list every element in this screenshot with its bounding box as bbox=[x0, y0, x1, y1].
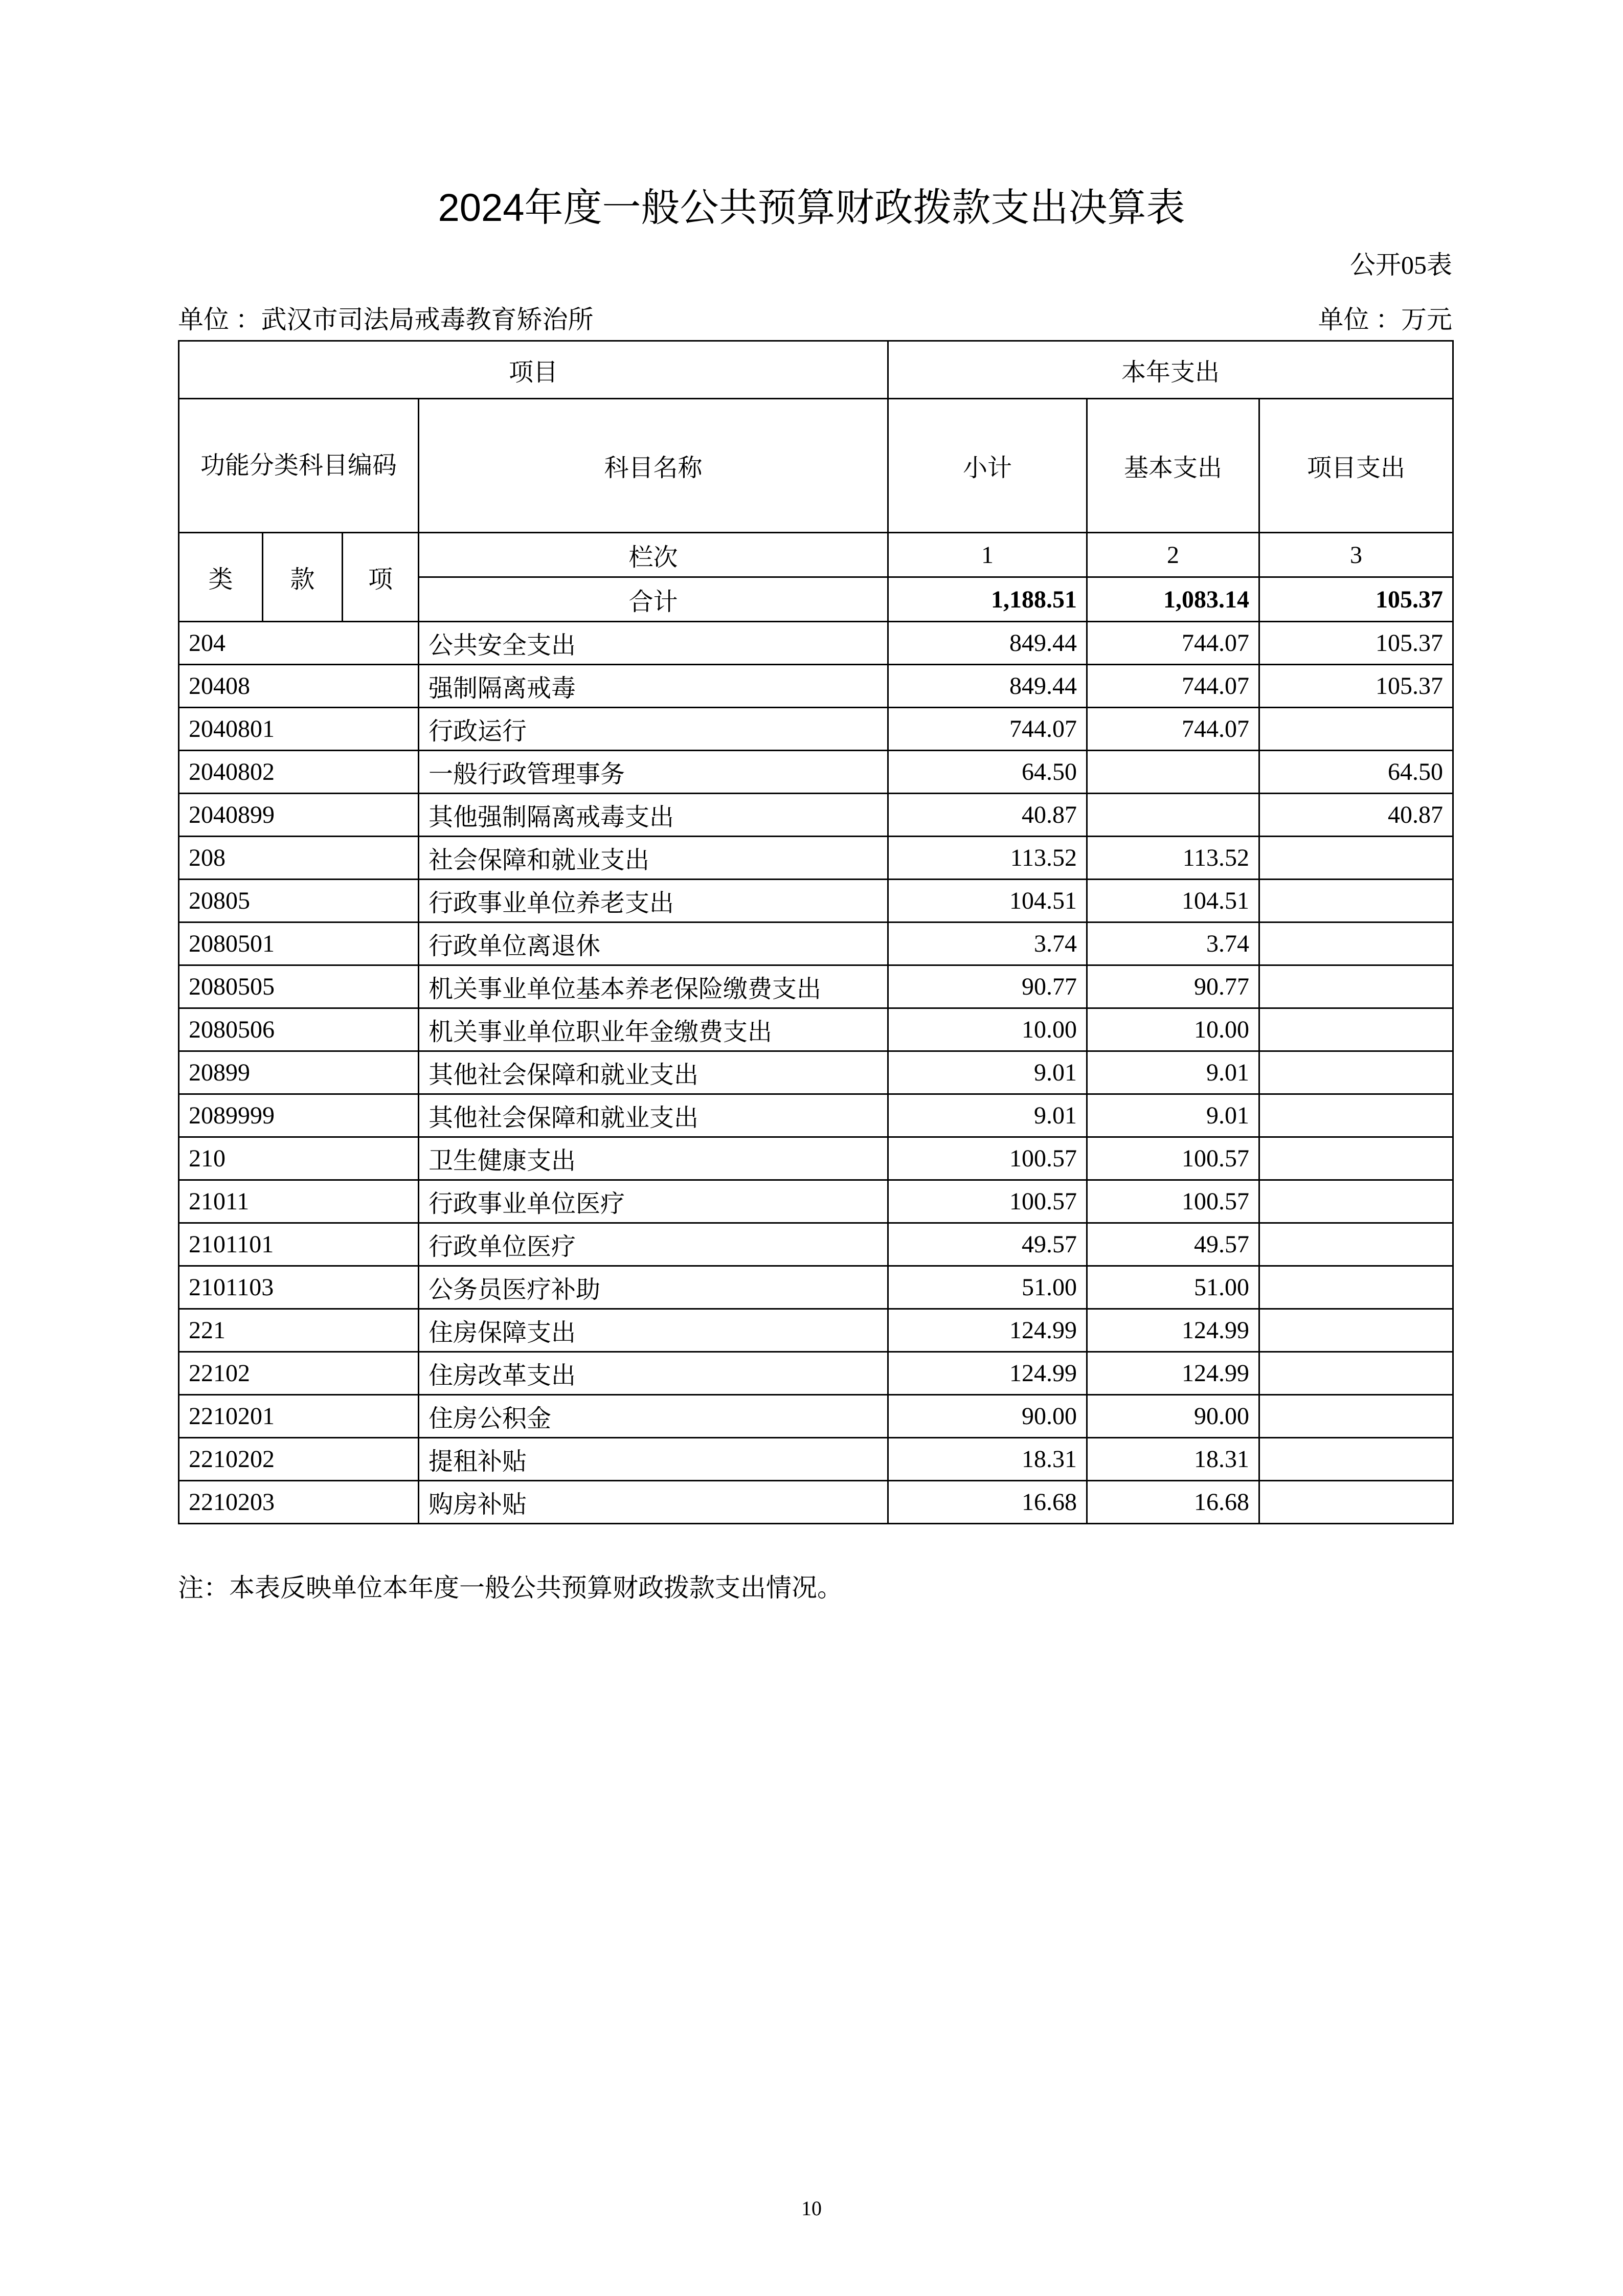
cell-code: 2040802 bbox=[179, 751, 419, 794]
cell-name: 其他社会保障和就业支出 bbox=[419, 1094, 888, 1137]
cell-subtotal: 744.07 bbox=[888, 708, 1087, 751]
table-row bbox=[179, 622, 1453, 665]
cell-subtotal: 90.77 bbox=[888, 965, 1087, 1008]
cell-subtotal: 113.52 bbox=[888, 837, 1087, 880]
header-item: 项目 bbox=[179, 341, 888, 399]
cell-basic: 9.01 bbox=[1087, 1094, 1259, 1137]
table-number: 公开05表 bbox=[1350, 251, 1452, 279]
cell-basic: 100.57 bbox=[1087, 1137, 1259, 1180]
table-row bbox=[179, 922, 1453, 965]
cell-code: 210 bbox=[179, 1137, 419, 1180]
cell-subtotal: 104.51 bbox=[888, 880, 1087, 922]
cell-name: 行政运行 bbox=[419, 708, 888, 751]
cell-code: 22102 bbox=[179, 1352, 419, 1395]
page-title: 2024年度一般公共预算财政拨款支出决算表 bbox=[438, 186, 1185, 230]
table-row bbox=[179, 880, 1453, 922]
table-row bbox=[179, 965, 1453, 1008]
column-no-2: 2 bbox=[1087, 533, 1259, 577]
cell-name: 社会保障和就业支出 bbox=[419, 837, 888, 880]
cell-name: 其他强制隔离戒毒支出 bbox=[419, 794, 888, 837]
cell-project bbox=[1259, 1180, 1453, 1223]
cell-code: 20899 bbox=[179, 1051, 419, 1094]
cell-code: 2210201 bbox=[179, 1395, 419, 1438]
cell-subtotal: 124.99 bbox=[888, 1309, 1087, 1352]
cell-basic: 744.07 bbox=[1087, 708, 1259, 751]
cell-code: 2040801 bbox=[179, 708, 419, 751]
table-row bbox=[179, 1266, 1453, 1309]
cell-project: 40.87 bbox=[1259, 794, 1453, 837]
cell-project bbox=[1259, 1137, 1453, 1180]
cell-subtotal: 90.00 bbox=[888, 1395, 1087, 1438]
cell-subtotal: 100.57 bbox=[888, 1137, 1087, 1180]
cell-subtotal: 3.74 bbox=[888, 922, 1087, 965]
cell-basic: 90.00 bbox=[1087, 1395, 1259, 1438]
cell-project: 105.37 bbox=[1259, 665, 1453, 708]
table-row bbox=[179, 665, 1453, 708]
cell-basic: 3.74 bbox=[1087, 922, 1259, 965]
cell-code: 221 bbox=[179, 1309, 419, 1352]
cell-basic: 744.07 bbox=[1087, 665, 1259, 708]
cell-code: 21011 bbox=[179, 1180, 419, 1223]
table-row bbox=[179, 1395, 1453, 1438]
cell-code: 2080501 bbox=[179, 922, 419, 965]
cell-name: 强制隔离戒毒 bbox=[419, 665, 888, 708]
header-project: 项目支出 bbox=[1259, 399, 1453, 533]
cell-subtotal: 49.57 bbox=[888, 1223, 1087, 1266]
cell-code: 2080505 bbox=[179, 965, 419, 1008]
table-row bbox=[179, 1051, 1453, 1094]
table-row bbox=[179, 1180, 1453, 1223]
cell-name: 其他社会保障和就业支出 bbox=[419, 1051, 888, 1094]
header-kuan: 款 bbox=[263, 533, 343, 622]
cell-basic: 49.57 bbox=[1087, 1223, 1259, 1266]
cell-name: 机关事业单位基本养老保险缴费支出 bbox=[419, 965, 888, 1008]
cell-project: 105.37 bbox=[1259, 622, 1453, 665]
cell-basic: 104.51 bbox=[1087, 880, 1259, 922]
cell-project bbox=[1259, 1395, 1453, 1438]
header-code: 功能分类科目编码 bbox=[179, 399, 419, 533]
cell-subtotal: 64.50 bbox=[888, 751, 1087, 794]
cell-basic: 744.07 bbox=[1087, 622, 1259, 665]
header-basic: 基本支出 bbox=[1087, 399, 1259, 533]
cell-basic: 100.57 bbox=[1087, 1180, 1259, 1223]
cell-subtotal: 51.00 bbox=[888, 1266, 1087, 1309]
header-column-no: 栏次 bbox=[419, 533, 888, 577]
table-row bbox=[179, 1223, 1453, 1266]
cell-code: 20408 bbox=[179, 665, 419, 708]
cell-basic: 10.00 bbox=[1087, 1008, 1259, 1051]
cell-basic: 51.00 bbox=[1087, 1266, 1259, 1309]
total-label: 合计 bbox=[419, 577, 888, 622]
cell-subtotal: 849.44 bbox=[888, 622, 1087, 665]
table-row bbox=[179, 1481, 1453, 1524]
cell-subtotal: 10.00 bbox=[888, 1008, 1087, 1051]
cell-code: 2080506 bbox=[179, 1008, 419, 1051]
header-xiang: 项 bbox=[343, 533, 419, 622]
cell-code: 20805 bbox=[179, 880, 419, 922]
cell-code: 2040899 bbox=[179, 794, 419, 837]
table-row bbox=[179, 708, 1453, 751]
unit-currency: 单位 ：万元 bbox=[1318, 305, 1452, 334]
cell-project bbox=[1259, 880, 1453, 922]
cell-name: 住房保障支出 bbox=[419, 1309, 888, 1352]
cell-subtotal: 18.31 bbox=[888, 1438, 1087, 1481]
cell-name: 住房公积金 bbox=[419, 1395, 888, 1438]
cell-project bbox=[1259, 1051, 1453, 1094]
cell-code: 208 bbox=[179, 837, 419, 880]
cell-subtotal: 9.01 bbox=[888, 1051, 1087, 1094]
cell-name: 购房补贴 bbox=[419, 1481, 888, 1524]
table-row bbox=[179, 794, 1453, 837]
cell-name: 行政单位医疗 bbox=[419, 1223, 888, 1266]
cell-project bbox=[1259, 1309, 1453, 1352]
table-row bbox=[179, 1438, 1453, 1481]
cell-subtotal: 9.01 bbox=[888, 1094, 1087, 1137]
footnote: 注：本表反映单位本年度一般公共预算财政拨款支出情况。 bbox=[178, 1573, 843, 1602]
total-subtotal: 1,188.51 bbox=[888, 577, 1087, 622]
cell-basic: 124.99 bbox=[1087, 1309, 1259, 1352]
cell-project bbox=[1259, 1223, 1453, 1266]
column-no-3: 3 bbox=[1259, 533, 1453, 577]
total-basic: 1,083.14 bbox=[1087, 577, 1259, 622]
cell-basic: 16.68 bbox=[1087, 1481, 1259, 1524]
page-number: 10 bbox=[801, 2197, 822, 2220]
cell-subtotal: 100.57 bbox=[888, 1180, 1087, 1223]
cell-project bbox=[1259, 837, 1453, 880]
cell-basic: 9.01 bbox=[1087, 1051, 1259, 1094]
total-project: 105.37 bbox=[1259, 577, 1453, 622]
cell-name: 一般行政管理事务 bbox=[419, 751, 888, 794]
cell-basic: 18.31 bbox=[1087, 1438, 1259, 1481]
cell-code: 2210202 bbox=[179, 1438, 419, 1481]
cell-project bbox=[1259, 1352, 1453, 1395]
cell-name: 行政单位离退休 bbox=[419, 922, 888, 965]
cell-code: 2089999 bbox=[179, 1094, 419, 1137]
cell-name: 提租补贴 bbox=[419, 1438, 888, 1481]
cell-name: 住房改革支出 bbox=[419, 1352, 888, 1395]
cell-name: 行政事业单位医疗 bbox=[419, 1180, 888, 1223]
expenditure-table bbox=[178, 340, 1454, 1524]
cell-project bbox=[1259, 1008, 1453, 1051]
header-lei: 类 bbox=[179, 533, 263, 622]
cell-project bbox=[1259, 1094, 1453, 1137]
table-row bbox=[179, 837, 1453, 880]
cell-project bbox=[1259, 922, 1453, 965]
header-name: 科目名称 bbox=[419, 399, 888, 533]
cell-name: 公务员医疗补助 bbox=[419, 1266, 888, 1309]
cell-code: 2101101 bbox=[179, 1223, 419, 1266]
cell-code: 2210203 bbox=[179, 1481, 419, 1524]
cell-subtotal: 124.99 bbox=[888, 1352, 1087, 1395]
cell-name: 行政事业单位养老支出 bbox=[419, 880, 888, 922]
cell-name: 卫生健康支出 bbox=[419, 1137, 888, 1180]
cell-project bbox=[1259, 1481, 1453, 1524]
cell-basic: 124.99 bbox=[1087, 1352, 1259, 1395]
cell-basic bbox=[1087, 794, 1259, 837]
cell-project bbox=[1259, 1438, 1453, 1481]
column-no-1: 1 bbox=[888, 533, 1087, 577]
cell-name: 公共安全支出 bbox=[419, 622, 888, 665]
cell-project: 64.50 bbox=[1259, 751, 1453, 794]
table-row bbox=[179, 1352, 1453, 1395]
header-current-year: 本年支出 bbox=[888, 341, 1453, 399]
cell-basic: 90.77 bbox=[1087, 965, 1259, 1008]
cell-name: 机关事业单位职业年金缴费支出 bbox=[419, 1008, 888, 1051]
cell-code: 2101103 bbox=[179, 1266, 419, 1309]
table-row bbox=[179, 1309, 1453, 1352]
cell-basic bbox=[1087, 751, 1259, 794]
unit-organization: 单位 ：武汉市司法局戒毒教育矫治所 bbox=[178, 305, 594, 334]
table-row bbox=[179, 1008, 1453, 1051]
cell-project bbox=[1259, 1266, 1453, 1309]
table-row bbox=[179, 751, 1453, 794]
cell-code: 204 bbox=[179, 622, 419, 665]
header-subtotal: 小计 bbox=[888, 399, 1087, 533]
cell-project bbox=[1259, 965, 1453, 1008]
cell-subtotal: 40.87 bbox=[888, 794, 1087, 837]
cell-project bbox=[1259, 708, 1453, 751]
table-row bbox=[179, 1137, 1453, 1180]
table-row bbox=[179, 1094, 1453, 1137]
cell-subtotal: 16.68 bbox=[888, 1481, 1087, 1524]
cell-basic: 113.52 bbox=[1087, 837, 1259, 880]
cell-subtotal: 849.44 bbox=[888, 665, 1087, 708]
